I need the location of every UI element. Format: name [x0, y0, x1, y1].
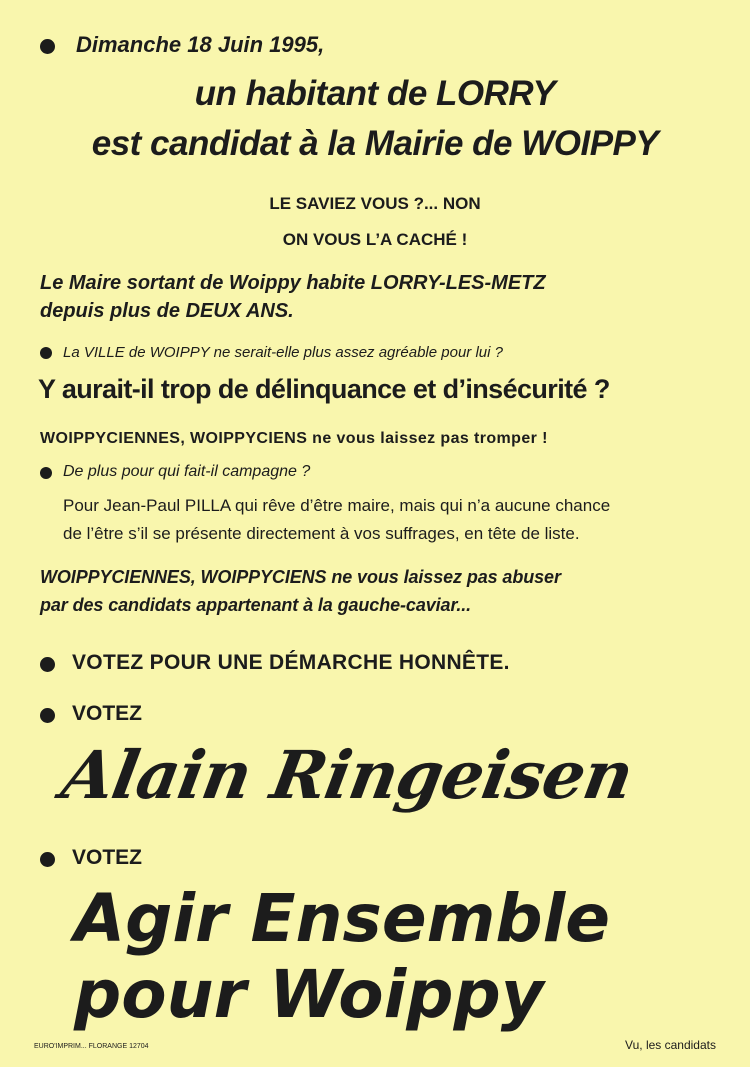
date-line: Dimanche 18 Juin 1995,: [76, 32, 325, 57]
signature-note: Vu, les candidats: [625, 1038, 716, 1052]
abuser-line-1: WOIPPYCIENNES, WOIPPYCIENS ne vous laissez pas abuser: [40, 567, 561, 587]
list-name-line-1: Agir Ensemble: [74, 880, 610, 957]
campagne-question: De plus pour qui fait-il campagne ?: [63, 463, 311, 480]
abuser-line-2: par des candidats appartenant à la gauche-caviar...: [40, 595, 472, 615]
votez-label-2: VOTEZ: [72, 846, 143, 869]
delinquance-question: Y aurait-il trop de délinquance et d’insécurité ?: [38, 374, 610, 404]
list-name-line-2: pour Woippy: [74, 956, 544, 1033]
tromper-line: WOIPPYCIENNES, WOIPPYCIENS ne vous laissez pas tromper !: [40, 430, 548, 447]
bullet-icon: [40, 39, 55, 54]
candidate-name: Alain Ringeisen: [56, 736, 639, 814]
demarche-line: VOTEZ POUR UNE DÉMARCHE HONNÊTE.: [72, 651, 510, 674]
bullet-icon: [40, 852, 55, 867]
pilla-line-1: Pour Jean-Paul PILLA qui rêve d’être maire, mais qui n’a aucune chance: [63, 496, 611, 515]
votez-label-1: VOTEZ: [72, 702, 143, 725]
maire-line-2: depuis plus de DEUX ANS.: [40, 300, 294, 322]
bullet-icon: [40, 347, 52, 359]
headline-line-2: est candidat à la Mairie de WOIPPY: [91, 124, 659, 163]
printer-credit: EURO'IMPRIM... FLORANGE 12704: [34, 1043, 149, 1050]
bullet-icon: [40, 657, 55, 672]
saviez-line-1: LE SAVIEZ VOUS ?... NON: [269, 194, 481, 213]
pilla-line-2: de l’être s’il se présente directement à vos suffrages, en tête de liste.: [63, 524, 580, 543]
saviez-line-2: ON VOUS L’A CACHÉ !: [282, 230, 468, 249]
ville-question: La VILLE de WOIPPY ne serait-elle plus assez agréable pour lui ?: [63, 344, 503, 361]
maire-line-1: Le Maire sortant de Woippy habite LORRY-LES-METZ: [40, 272, 546, 294]
bullet-icon: [40, 708, 55, 723]
bullet-icon: [40, 467, 52, 479]
headline-line-1: un habitant de LORRY: [194, 74, 556, 113]
